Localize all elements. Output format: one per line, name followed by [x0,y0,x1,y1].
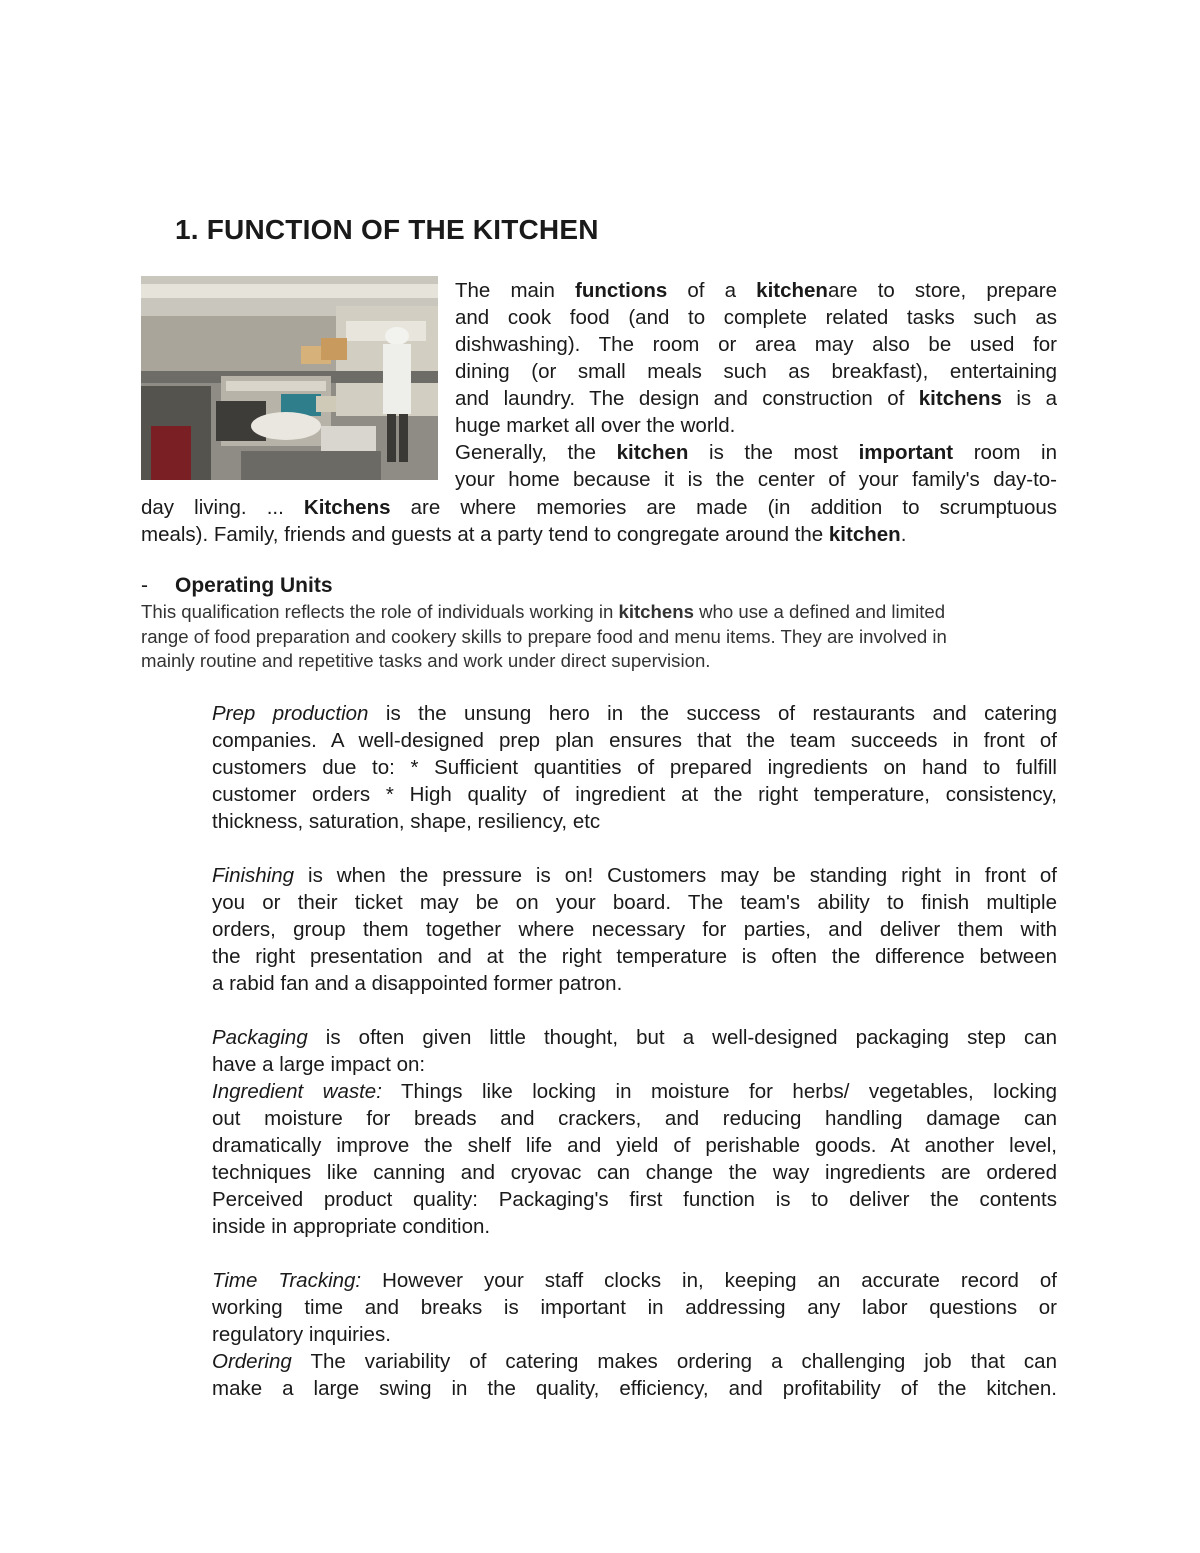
bullet-dash: - [141,574,148,597]
time-tracking-paragraph: Time Tracking: However your staff clocks in, keeping an accurate record of working time and breaks is important in addressing any labor questions or regulatory inquiries. Ordering The variability of catering makes ordering a challenging job that can make a large swing in the quality, efficiency, and profitability of the kitchen. [212,1269,1057,1400]
section-heading-operating-units: Operating Units [175,574,333,597]
prep-production-paragraph: Prep production is the unsung hero in the success of restaurants and catering companies. A well-designed prep plan ensures that the team succeeds in front of customers due to: * Sufficient quantities of prepared ingredients on hand to fulfill customer orders * High quality of ingredient at the right temperature, consistency, thickness, saturation, shape, resiliency, etc [212,702,1058,833]
operating-units-paragraph: This qualification reflects the role of individuals working in kitchens who use a defined and limited range of food preparation and cookery skills to prepare food and menu items. They are involved in mainly routine and repetitive tasks and work under direct supervision. [141,601,947,671]
page-title: 1. FUNCTION OF THE KITCHEN [175,214,599,245]
intro-paragraph-continued: day living. ... Kitchens are where memories are made (in addition to scrumptuous meals). Family, friends and guests at a party tend to congregate around the kitchen. [141,496,1057,546]
intro-paragraph: The main functions of a kitchenare to store, prepare and cook food (and to complete related tasks such as dishwashing). The room or area may also be used for dining (or small meals such as breakfast), entertaining and laundry. The design and construction of kitchens is a huge market all over the world. Generally, the kitchen is the most important room in your home because it is the center of your family's day-to- [455,279,1057,491]
packaging-paragraph: Packaging is often given little thought, but a well-designed packaging step can have a large impact on: Ingredient waste: Things like locking in moisture for herbs/ vegetables, locking out moisture for breads and crackers, and reducing handling damage can dramatically improve the shelf life and yield of perishable goods. At another level, techniques like canning and cryovac can change the way ingredients are ordered Perceived product quality: Packaging's first function is to deliver the contents inside in appropriate condition. [212,1026,1057,1238]
kitchen-photo [141,276,438,480]
finishing-paragraph: Finishing is when the pressure is on! Customers may be standing right in front of you or their ticket may be on your board. The team's ability to finish multiple orders, group them together where necessary for parties, and deliver them with the right presentation and at the right temperature is often the difference between a rabid fan and a disappointed former patron. [212,864,1057,995]
